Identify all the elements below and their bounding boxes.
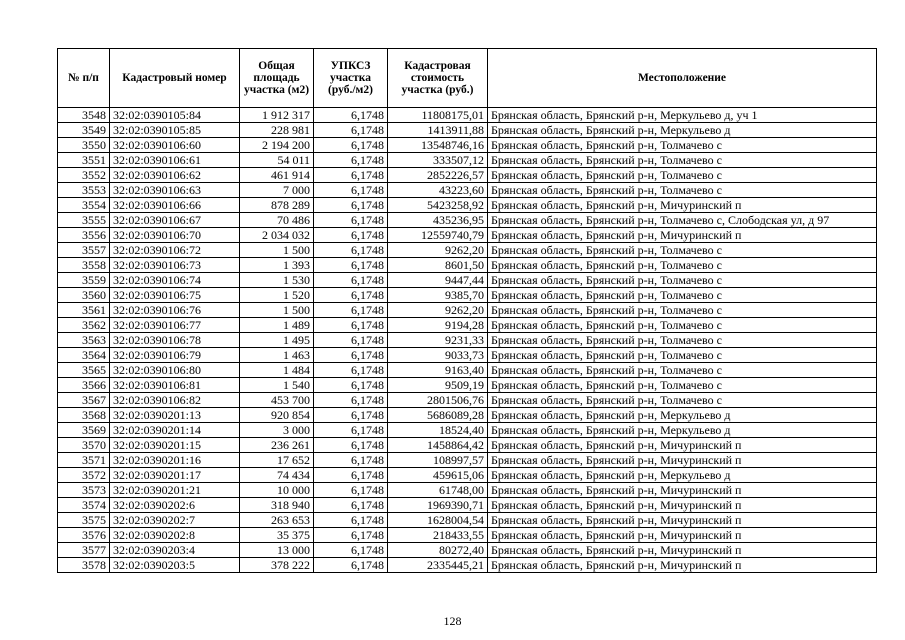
cell-cadastral-number: 32:02:0390106:62 <box>110 168 240 183</box>
cell-area: 1 495 <box>240 333 314 348</box>
cell-cadastral-number: 32:02:0390106:67 <box>110 213 240 228</box>
cell-location: Брянская область, Брянский р-н, Меркульево д <box>488 468 877 483</box>
cell-cadastral-cost: 9194,28 <box>388 318 488 333</box>
cell-cadastral-cost: 9033,73 <box>388 348 488 363</box>
cell-cadastral-number: 32:02:0390202:6 <box>110 498 240 513</box>
cell-area: 3 000 <box>240 423 314 438</box>
table-row <box>58 423 877 438</box>
cell-cadastral-cost: 11808175,01 <box>388 108 488 123</box>
cell-area: 2 194 200 <box>240 138 314 153</box>
cell-area: 7 000 <box>240 183 314 198</box>
cell-area: 10 000 <box>240 483 314 498</box>
cell-cadastral-cost: 9509,19 <box>388 378 488 393</box>
cell-row-number: 3559 <box>58 273 110 288</box>
cell-location: Брянская область, Брянский р-н, Толмачево с <box>488 273 877 288</box>
table-header-row <box>58 49 877 108</box>
cell-cadastral-cost: 1458864,42 <box>388 438 488 453</box>
cell-location: Брянская область, Брянский р-н, Мичуринский п <box>488 228 877 243</box>
table-row <box>58 258 877 273</box>
cell-cadastral-number: 32:02:0390201:21 <box>110 483 240 498</box>
cell-location: Брянская область, Брянский р-н, Мичуринский п <box>488 198 877 213</box>
cell-location: Брянская область, Брянский р-н, Меркульево д <box>488 408 877 423</box>
cell-upksz: 6,1748 <box>314 288 388 303</box>
cell-area: 1 500 <box>240 243 314 258</box>
cell-area: 1 912 317 <box>240 108 314 123</box>
table-row <box>58 498 877 513</box>
table-row <box>58 483 877 498</box>
cell-row-number: 3562 <box>58 318 110 333</box>
cell-upksz: 6,1748 <box>314 468 388 483</box>
cell-row-number: 3556 <box>58 228 110 243</box>
cell-location: Брянская область, Брянский р-н, Толмачево с <box>488 258 877 273</box>
cell-row-number: 3550 <box>58 138 110 153</box>
table-row <box>58 168 877 183</box>
cell-cadastral-cost: 2852226,57 <box>388 168 488 183</box>
table-row <box>58 543 877 558</box>
cell-cadastral-cost: 80272,40 <box>388 543 488 558</box>
cell-location: Брянская область, Брянский р-н, Толмачево с <box>488 168 877 183</box>
cadastral-table <box>57 48 877 573</box>
cell-area: 1 463 <box>240 348 314 363</box>
cell-area: 378 222 <box>240 558 314 573</box>
cell-upksz: 6,1748 <box>314 528 388 543</box>
cell-upksz: 6,1748 <box>314 198 388 213</box>
cell-upksz: 6,1748 <box>314 438 388 453</box>
table-row <box>58 348 877 363</box>
cell-cadastral-cost: 18524,40 <box>388 423 488 438</box>
cell-location: Брянская область, Брянский р-н, Мичуринский п <box>488 453 877 468</box>
cell-cadastral-number: 32:02:0390106:80 <box>110 363 240 378</box>
cell-location: Брянская область, Брянский р-н, Толмачево с <box>488 318 877 333</box>
cell-cadastral-cost: 1628004,54 <box>388 513 488 528</box>
header-area: Общая площадь участка (м2) <box>240 49 314 108</box>
cell-cadastral-number: 32:02:0390106:78 <box>110 333 240 348</box>
cell-cadastral-cost: 9262,20 <box>388 243 488 258</box>
cell-upksz: 6,1748 <box>314 258 388 273</box>
cell-location: Брянская область, Брянский р-н, Мичуринский п <box>488 483 877 498</box>
cell-cadastral-cost: 8601,50 <box>388 258 488 273</box>
cell-cadastral-number: 32:02:0390106:81 <box>110 378 240 393</box>
cell-upksz: 6,1748 <box>314 243 388 258</box>
cell-location: Брянская область, Брянский р-н, Мичуринский п <box>488 528 877 543</box>
cell-upksz: 6,1748 <box>314 108 388 123</box>
table-row <box>58 138 877 153</box>
cell-cadastral-cost: 435236,95 <box>388 213 488 228</box>
cell-location: Брянская область, Брянский р-н, Толмачево с <box>488 363 877 378</box>
cell-row-number: 3558 <box>58 258 110 273</box>
cell-row-number: 3575 <box>58 513 110 528</box>
cell-upksz: 6,1748 <box>314 483 388 498</box>
cell-cadastral-number: 32:02:0390106:76 <box>110 303 240 318</box>
cell-cadastral-number: 32:02:0390106:79 <box>110 348 240 363</box>
cell-cadastral-cost: 43223,60 <box>388 183 488 198</box>
cell-cadastral-number: 32:02:0390203:5 <box>110 558 240 573</box>
header-upksz: УПКСЗ участка (руб./м2) <box>314 49 388 108</box>
cell-location: Брянская область, Брянский р-н, Толмачево с <box>488 348 877 363</box>
cell-location: Брянская область, Брянский р-н, Мичуринский п <box>488 513 877 528</box>
table-row <box>58 108 877 123</box>
cell-location: Брянская область, Брянский р-н, Меркульево д <box>488 423 877 438</box>
cell-upksz: 6,1748 <box>314 273 388 288</box>
cell-area: 2 034 032 <box>240 228 314 243</box>
cell-location: Брянская область, Брянский р-н, Толмачево с, Слободская ул, д 97 <box>488 213 877 228</box>
cell-upksz: 6,1748 <box>314 228 388 243</box>
cell-row-number: 3548 <box>58 108 110 123</box>
cell-cadastral-number: 32:02:0390106:66 <box>110 198 240 213</box>
cell-area: 878 289 <box>240 198 314 213</box>
cell-cadastral-cost: 218433,55 <box>388 528 488 543</box>
table-row <box>58 558 877 573</box>
cell-upksz: 6,1748 <box>314 408 388 423</box>
cell-row-number: 3549 <box>58 123 110 138</box>
cell-cadastral-cost: 2335445,21 <box>388 558 488 573</box>
cell-area: 1 393 <box>240 258 314 273</box>
cell-area: 54 011 <box>240 153 314 168</box>
cell-upksz: 6,1748 <box>314 168 388 183</box>
cell-cadastral-cost: 108997,57 <box>388 453 488 468</box>
cell-row-number: 3578 <box>58 558 110 573</box>
cell-cadastral-number: 32:02:0390201:14 <box>110 423 240 438</box>
cell-cadastral-number: 32:02:0390201:15 <box>110 438 240 453</box>
table-row <box>58 468 877 483</box>
cell-upksz: 6,1748 <box>314 153 388 168</box>
cell-upksz: 6,1748 <box>314 543 388 558</box>
cell-cadastral-number: 32:02:0390203:4 <box>110 543 240 558</box>
table-row <box>58 228 877 243</box>
page-number: 128 <box>443 614 462 628</box>
cell-location: Брянская область, Брянский р-н, Мичуринский п <box>488 558 877 573</box>
header-location: Местоположение <box>488 49 877 108</box>
cell-upksz: 6,1748 <box>314 138 388 153</box>
table-row <box>58 153 877 168</box>
cell-row-number: 3564 <box>58 348 110 363</box>
cell-area: 1 500 <box>240 303 314 318</box>
cell-cadastral-number: 32:02:0390201:17 <box>110 468 240 483</box>
cell-upksz: 6,1748 <box>314 123 388 138</box>
cell-row-number: 3570 <box>58 438 110 453</box>
cell-row-number: 3568 <box>58 408 110 423</box>
cell-cadastral-cost: 5686089,28 <box>388 408 488 423</box>
cell-area: 1 530 <box>240 273 314 288</box>
cell-area: 228 981 <box>240 123 314 138</box>
cell-cadastral-cost: 9231,33 <box>388 333 488 348</box>
cell-row-number: 3569 <box>58 423 110 438</box>
cell-area: 13 000 <box>240 543 314 558</box>
cell-area: 453 700 <box>240 393 314 408</box>
cell-area: 1 540 <box>240 378 314 393</box>
cell-row-number: 3561 <box>58 303 110 318</box>
header-cadastral-number: Кадастровый номер <box>110 49 240 108</box>
cell-upksz: 6,1748 <box>314 558 388 573</box>
header-row-number: № п/п <box>58 49 110 108</box>
table-row <box>58 123 877 138</box>
cell-row-number: 3551 <box>58 153 110 168</box>
table-row <box>58 438 877 453</box>
cell-cadastral-number: 32:02:0390105:84 <box>110 108 240 123</box>
cell-upksz: 6,1748 <box>314 333 388 348</box>
cell-location: Брянская область, Брянский р-н, Толмачево с <box>488 288 877 303</box>
cell-area: 35 375 <box>240 528 314 543</box>
cell-cadastral-number: 32:02:0390106:75 <box>110 288 240 303</box>
cell-cadastral-number: 32:02:0390106:63 <box>110 183 240 198</box>
cell-area: 17 652 <box>240 453 314 468</box>
cell-row-number: 3576 <box>58 528 110 543</box>
cell-row-number: 3565 <box>58 363 110 378</box>
table-row <box>58 213 877 228</box>
cell-cadastral-cost: 459615,06 <box>388 468 488 483</box>
cell-cadastral-number: 32:02:0390106:61 <box>110 153 240 168</box>
cell-cadastral-cost: 1969390,71 <box>388 498 488 513</box>
cell-area: 236 261 <box>240 438 314 453</box>
cell-row-number: 3571 <box>58 453 110 468</box>
cell-cadastral-cost: 9262,20 <box>388 303 488 318</box>
cell-cadastral-cost: 13548746,16 <box>388 138 488 153</box>
cell-upksz: 6,1748 <box>314 453 388 468</box>
cell-area: 318 940 <box>240 498 314 513</box>
cell-upksz: 6,1748 <box>314 348 388 363</box>
table-row <box>58 528 877 543</box>
cell-location: Брянская область, Брянский р-н, Меркульево д, уч 1 <box>488 108 877 123</box>
table-row <box>58 363 877 378</box>
cell-cadastral-cost: 1413911,88 <box>388 123 488 138</box>
cell-cadastral-number: 32:02:0390106:73 <box>110 258 240 273</box>
cell-upksz: 6,1748 <box>314 318 388 333</box>
cell-cadastral-number: 32:02:0390201:16 <box>110 453 240 468</box>
cell-cadastral-number: 32:02:0390106:60 <box>110 138 240 153</box>
cell-upksz: 6,1748 <box>314 303 388 318</box>
cell-cadastral-cost: 61748,00 <box>388 483 488 498</box>
cell-cadastral-number: 32:02:0390106:77 <box>110 318 240 333</box>
cell-row-number: 3566 <box>58 378 110 393</box>
cell-upksz: 6,1748 <box>314 498 388 513</box>
table-row <box>58 198 877 213</box>
cell-cadastral-number: 32:02:0390106:74 <box>110 273 240 288</box>
cell-cadastral-cost: 9385,70 <box>388 288 488 303</box>
cell-location: Брянская область, Брянский р-н, Толмачево с <box>488 333 877 348</box>
table-row <box>58 393 877 408</box>
cell-location: Брянская область, Брянский р-н, Мичуринский п <box>488 498 877 513</box>
cell-cadastral-number: 32:02:0390106:82 <box>110 393 240 408</box>
cell-upksz: 6,1748 <box>314 183 388 198</box>
table-row <box>58 303 877 318</box>
table-row <box>58 513 877 528</box>
cell-area: 1 520 <box>240 288 314 303</box>
cell-cadastral-number: 32:02:0390105:85 <box>110 123 240 138</box>
cell-upksz: 6,1748 <box>314 423 388 438</box>
table-body <box>58 108 877 573</box>
table-row <box>58 333 877 348</box>
cell-cadastral-cost: 5423258,92 <box>388 198 488 213</box>
cell-location: Брянская область, Брянский р-н, Толмачево с <box>488 378 877 393</box>
cell-location: Брянская область, Брянский р-н, Мичуринский п <box>488 543 877 558</box>
cell-row-number: 3563 <box>58 333 110 348</box>
cell-area: 920 854 <box>240 408 314 423</box>
cell-location: Брянская область, Брянский р-н, Толмачево с <box>488 153 877 168</box>
cell-row-number: 3553 <box>58 183 110 198</box>
cell-location: Брянская область, Брянский р-н, Толмачево с <box>488 138 877 153</box>
cell-upksz: 6,1748 <box>314 378 388 393</box>
table-row <box>58 273 877 288</box>
cell-row-number: 3554 <box>58 198 110 213</box>
table-row <box>58 408 877 423</box>
cell-cadastral-cost: 333507,12 <box>388 153 488 168</box>
table-row <box>58 318 877 333</box>
cell-location: Брянская область, Брянский р-н, Мичуринский п <box>488 438 877 453</box>
table-row <box>58 378 877 393</box>
cell-cadastral-number: 32:02:0390201:13 <box>110 408 240 423</box>
header-cadastral-cost: Кадастровая стоимость участка (руб.) <box>388 49 488 108</box>
cell-location: Брянская область, Брянский р-н, Толмачево с <box>488 183 877 198</box>
cell-cadastral-number: 32:02:0390106:72 <box>110 243 240 258</box>
table-row <box>58 183 877 198</box>
cell-row-number: 3577 <box>58 543 110 558</box>
cell-cadastral-cost: 2801506,76 <box>388 393 488 408</box>
cell-row-number: 3560 <box>58 288 110 303</box>
cell-cadastral-cost: 12559740,79 <box>388 228 488 243</box>
cell-row-number: 3572 <box>58 468 110 483</box>
cell-area: 70 486 <box>240 213 314 228</box>
cell-row-number: 3552 <box>58 168 110 183</box>
table-row <box>58 453 877 468</box>
table-row <box>58 243 877 258</box>
cell-location: Брянская область, Брянский р-н, Толмачево с <box>488 243 877 258</box>
cell-upksz: 6,1748 <box>314 513 388 528</box>
cell-row-number: 3574 <box>58 498 110 513</box>
cell-cadastral-number: 32:02:0390202:8 <box>110 528 240 543</box>
cell-location: Брянская область, Брянский р-н, Меркульево д <box>488 123 877 138</box>
cell-row-number: 3555 <box>58 213 110 228</box>
cell-area: 263 653 <box>240 513 314 528</box>
cell-area: 1 489 <box>240 318 314 333</box>
cell-cadastral-cost: 9163,40 <box>388 363 488 378</box>
cell-upksz: 6,1748 <box>314 213 388 228</box>
cell-row-number: 3557 <box>58 243 110 258</box>
cell-cadastral-number: 32:02:0390106:70 <box>110 228 240 243</box>
cell-row-number: 3573 <box>58 483 110 498</box>
cell-area: 461 914 <box>240 168 314 183</box>
cell-upksz: 6,1748 <box>314 393 388 408</box>
cell-cadastral-cost: 9447,44 <box>388 273 488 288</box>
cell-cadastral-number: 32:02:0390202:7 <box>110 513 240 528</box>
table-row <box>58 288 877 303</box>
cell-location: Брянская область, Брянский р-н, Толмачево с <box>488 303 877 318</box>
cell-area: 74 434 <box>240 468 314 483</box>
cell-upksz: 6,1748 <box>314 363 388 378</box>
cell-area: 1 484 <box>240 363 314 378</box>
cell-location: Брянская область, Брянский р-н, Толмачево с <box>488 393 877 408</box>
cell-row-number: 3567 <box>58 393 110 408</box>
